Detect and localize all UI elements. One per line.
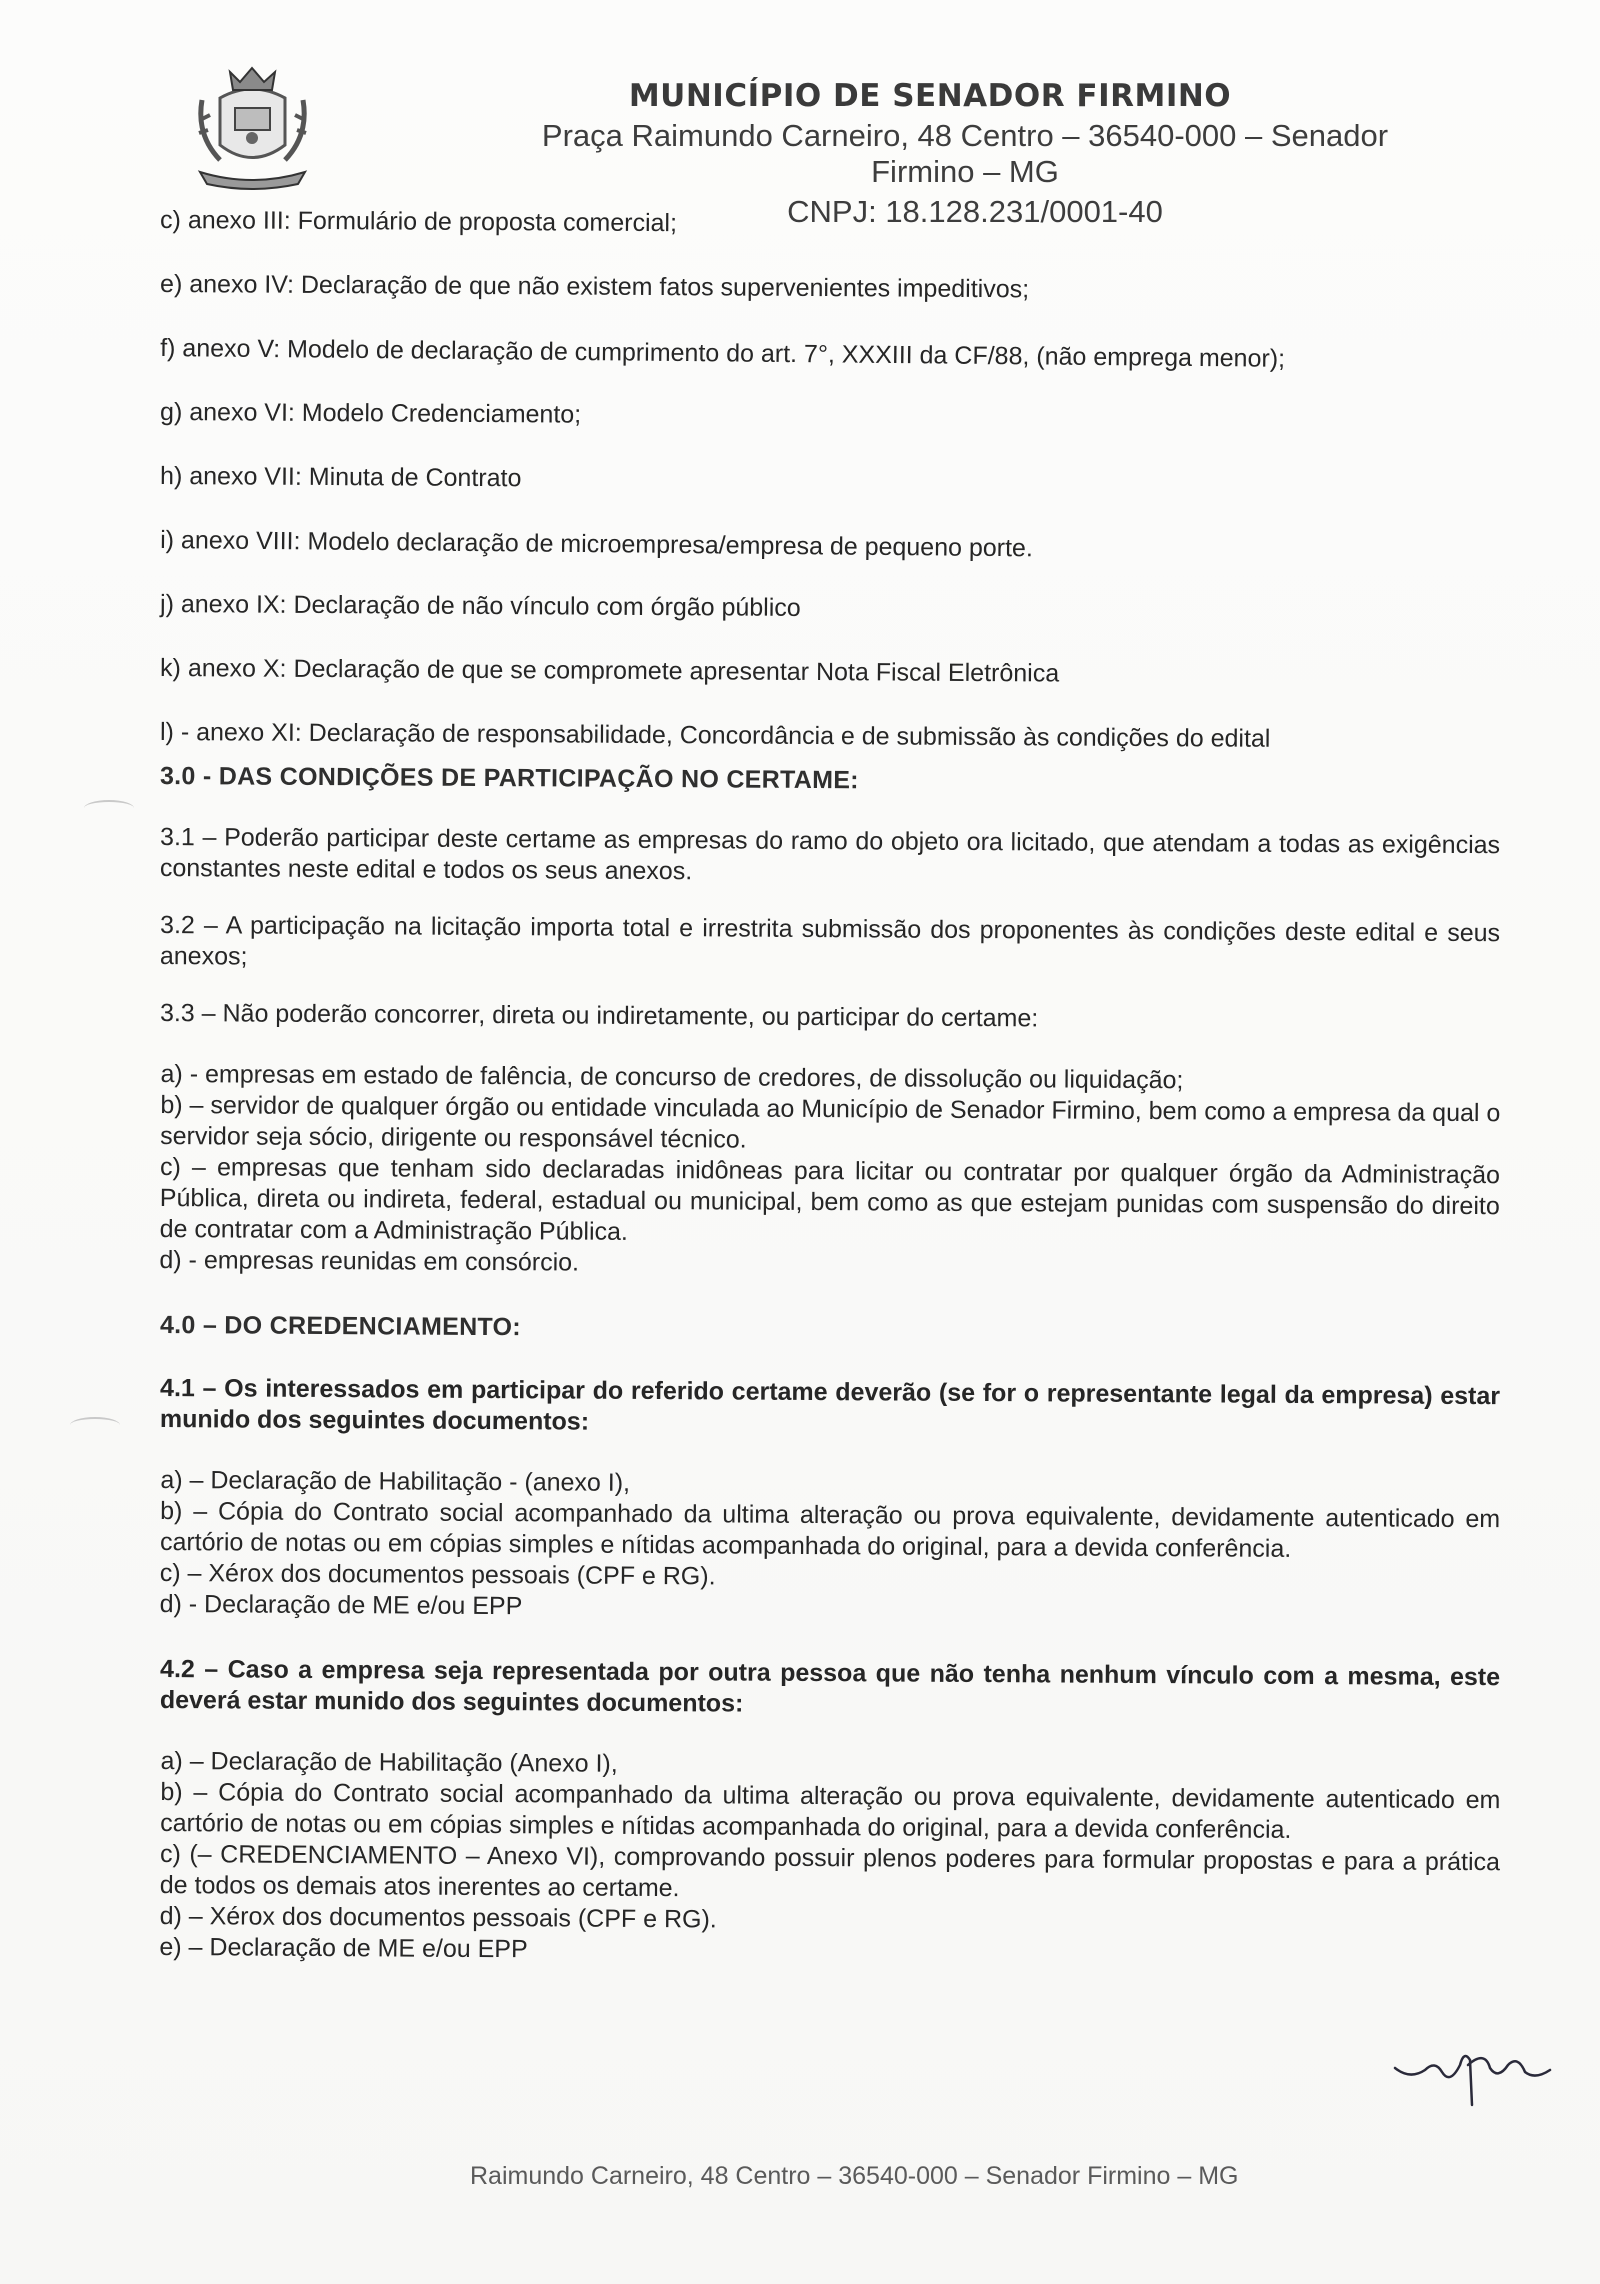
clause-4-2: 4.2 – Caso a empresa seja representada por outra pessoa que não tenha nenhum vínculo com a mesma, este deverá estar munido dos seguintes documentos: (159, 1655, 1501, 1718)
list-item: c) – empresas que tenham sido declaradas inidôneas para licitar ou contratar por qualquer órgão da Administração Pública, direta ou indireta, federal, estadual ou municipal, bem como as que estejam punidas com suspensão do direito de contratar com a Administração Pública. (159, 1153, 1501, 1246)
credential-documents-list (160, 1465, 1501, 1628)
list-item: b) – servidor de qualquer órgão ou entidade vinculada ao Município de Senador Firmino, bem como a empresa da qual o servidor seja sócio, dirigente ou responsável técnico. (160, 1091, 1501, 1154)
punch-hole-mark (70, 1417, 120, 1433)
list-item: d) - Declaração de ME e/ou EPP (159, 1589, 523, 1621)
handwritten-signature (1390, 2030, 1560, 2110)
list-item: d) – Xérox dos documentos pessoais (CPF e RG). (159, 1901, 717, 1934)
section-heading-3: 3.0 - DAS CONDIÇÕES DE PARTICIPAÇÃO NO CERTAME: (159, 762, 859, 795)
exclusion-list (159, 1059, 1500, 1284)
list-item: e) – Declaração de ME e/ou EPP (159, 1932, 528, 1964)
page-footer-address: Raimundo Carneiro, 48 Centro – 36540-000 – Senador Firmino – MG (470, 2162, 1239, 2190)
document-body (160, 205, 1500, 1997)
representative-documents-list (159, 1746, 1500, 1971)
list-item: c) – Xérox dos documentos pessoais (CPF e RG). (159, 1558, 716, 1591)
annex-item: f) anexo V: Modelo de declaração de cumprimento do art. 7°, XXXIII da CF/88, (não emprega menor); (160, 334, 1286, 373)
annex-item: h) anexo VII: Minuta de Contrato (160, 462, 522, 493)
municipality-address: Praça Raimundo Carneiro, 48 Centro – 36540-000 – Senador Firmino – MG (541, 118, 1389, 189)
clause-3-3: 3.3 – Não poderão concorrer, direta ou indiretamente, ou participar do certame: (159, 999, 1039, 1033)
section-heading-4: 4.0 – DO CREDENCIAMENTO: (159, 1311, 522, 1342)
list-item: a) – Declaração de Habilitação - (anexo I), (160, 1466, 631, 1497)
list-item: b) – Cópia do Contrato social acompanhado da ultima alteração ou prova equivalente, devidamente autenticado em cartório de notas ou em cópias simples e nítidas acompanhada do original, para a devida conferência. (159, 1497, 1501, 1563)
clause-3-1: 3.1 – Poderão participar deste certame as empresas do ramo do objeto ora licitado, que atendam a todas as exigências constantes neste edital e todos os seus anexos. (159, 823, 1501, 886)
annex-item: g) anexo VI: Modelo Credenciamento; (160, 398, 582, 429)
punch-hole-mark (84, 800, 134, 816)
clause-3-2: 3.2 – A participação na licitação importa total e irrestrita submissão dos proponentes às condições deste edital e seus anexos; (159, 911, 1501, 971)
list-item: c) (– CREDENCIAMENTO – Anexo VI), comprovando possuir plenos poderes para formular propostas e para a prática de todos os demais atos inerentes ao certame. (159, 1840, 1501, 1903)
clause-4-1: 4.1 – Os interessados em participar do referido certame deverão (se for o representante legal da empresa) estar munido dos seguintes documentos: (159, 1374, 1501, 1436)
annex-item: i) anexo VIII: Modelo declaração de microempresa/empresa de pequeno porte. (160, 526, 1033, 563)
annex-item: e) anexo IV: Declaração de que não existem fatos supervenientes impeditivos; (160, 270, 1030, 304)
annex-item: c) anexo III: Formulário de proposta comercial; (160, 206, 678, 238)
municipal-crest-icon (190, 60, 315, 190)
list-item: b) – Cópia do Contrato social acompanhado da ultima alteração ou prova equivalente, devidamente autenticado em cartório de notas ou em cópias simples e nítidas acompanhada do original, para a devida conferência. (160, 1778, 1501, 1844)
list-item: a) – Declaração de Habilitação (Anexo I), (160, 1747, 618, 1778)
annex-item: k) anexo X: Declaração de que se compromete apresentar Nota Fiscal Eletrônica (160, 654, 1060, 688)
list-item: d) - empresas reunidas em consórcio. (159, 1245, 580, 1277)
annex-list (160, 205, 1500, 761)
municipality-cnpj: CNPJ: 18.128.231/0001-40 (787, 194, 1163, 229)
list-item: a) - empresas em estado de falência, de concurso de credores, de dissolução ou liquidação; (160, 1060, 1184, 1095)
municipality-name: MUNICÍPIO DE SENADOR FIRMINO (628, 78, 1232, 114)
annex-item: j) anexo IX: Declaração de não vínculo com órgão público (160, 590, 801, 622)
annex-item: l) - anexo XI: Declaração de responsabilidade, Concordância e de submissão às condições do edital (159, 718, 1271, 753)
